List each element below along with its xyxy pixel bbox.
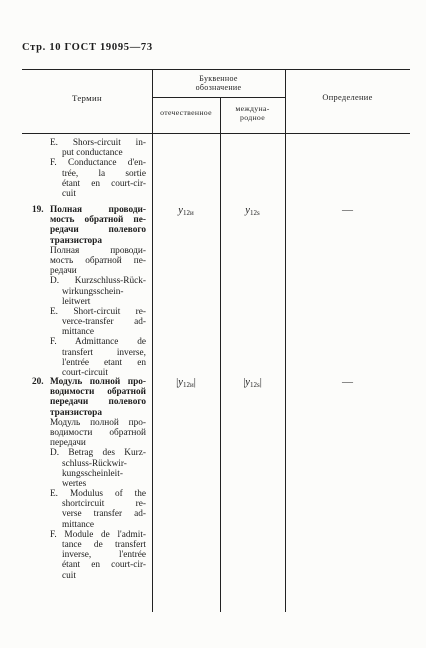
term-short-ru-line: редачи <box>50 266 77 277</box>
definition-cell: — <box>342 204 353 216</box>
term-fr-line: F. Admittance de <box>50 337 146 348</box>
term-en-line: E. Modulus of the <box>50 489 146 500</box>
symbol-base: y <box>178 377 183 388</box>
definition-cell: — <box>342 376 353 388</box>
column-header-letter-designation <box>152 74 285 92</box>
table-row <box>0 205 426 379</box>
column-header-definition: Определение <box>322 93 373 102</box>
term-en-line: mittance <box>62 327 95 338</box>
term-de-line: D. Betrag des Kurz- <box>50 448 146 459</box>
term-de-line: schluss-Rückwir- <box>62 458 127 469</box>
term-de-line: wertes <box>62 478 87 489</box>
symbol-subscript: 12s <box>249 381 260 389</box>
column-header-national: отечественное <box>160 108 212 117</box>
term-fr-line: court-circuit <box>62 368 108 378</box>
column-header-international-line: родное <box>240 112 265 122</box>
term-title-line: передачи полевого <box>50 397 146 408</box>
column-header-international-line: междуна- <box>235 103 270 113</box>
header-bottom-rule <box>22 133 410 134</box>
term-de-line: D. Kurzschluss-Rück- <box>50 276 146 287</box>
term-cell <box>50 205 146 378</box>
symbol-subscript: 12s <box>249 209 260 217</box>
term-en-line: verce-transfer ad- <box>62 317 146 328</box>
header-inner-rule <box>152 97 285 98</box>
symbol-base: y <box>245 377 250 388</box>
table-row <box>0 138 426 200</box>
column-header-term: Термин <box>72 93 102 103</box>
term-title-line: редачи полевого <box>50 225 146 236</box>
term-de-line: kungsscheinleit- <box>62 468 123 479</box>
term-en-line: put conductance <box>62 148 123 159</box>
symbol-base: y <box>245 205 250 216</box>
symbol-base: y <box>178 205 183 216</box>
page-header: Стр. 10 ГОСТ 19095—73 <box>22 42 153 53</box>
column-header-international <box>220 104 285 122</box>
term-en-line: E. Short-circuit re- <box>50 306 146 317</box>
term-number: 19. <box>32 205 44 215</box>
term-de-line: wirkungsschein- <box>62 286 124 297</box>
term-fr-line: transfert inverse, <box>62 347 146 358</box>
term-fr-line: trée, la sortie <box>62 168 146 179</box>
term-fr-line: inverse, l'entrée <box>62 550 146 561</box>
term-short-ru-line: Полная проводи- <box>50 245 146 256</box>
term-short-ru-line: мость обратной пе- <box>50 255 146 266</box>
term-fr-line: cuit <box>62 188 76 199</box>
column-header-letter-line: Буквенное <box>199 74 238 83</box>
term-fr-line: étant en court-cir- <box>62 560 146 571</box>
term-title-line: Полная проводи- <box>50 205 146 215</box>
term-short-ru-line: водимости обратной <box>50 427 146 438</box>
symbol-modulus-close: | <box>259 377 262 388</box>
term-title-line: транзистора <box>50 407 102 418</box>
term-en-line: mittance <box>62 519 95 530</box>
term-fr-line: F. Module de l'admit- <box>50 529 146 540</box>
term-fr-line: cuit <box>62 570 76 581</box>
symbol-modulus-close: | <box>193 377 196 388</box>
table-row <box>0 377 426 583</box>
term-title-line: мость обратной пе- <box>50 215 146 226</box>
symbol-subscript: 12и <box>182 381 194 389</box>
symbol-international <box>220 205 285 217</box>
term-short-ru-line: Модуль полной про- <box>50 417 146 428</box>
term-short-ru-line: передачи <box>50 438 86 449</box>
symbol-national <box>152 377 220 389</box>
symbol-modulus-open: | <box>243 377 246 388</box>
term-title-line: водимости обратной <box>50 387 146 398</box>
term-fr-line: tance de transfert <box>62 540 146 550</box>
term-fr-line: F. Conductance d'en- <box>50 158 146 169</box>
term-fr-line: l'entrée etant en <box>62 357 146 368</box>
table-top-rule <box>22 69 410 70</box>
term-en-line: E. Shors-circuit in- <box>50 138 146 148</box>
term-cell <box>50 138 146 199</box>
term-title-line: Модуль полной про- <box>50 377 146 387</box>
term-de-line: leitwert <box>62 296 91 307</box>
column-header-letter-line: обозначение <box>195 83 242 92</box>
symbol-national <box>152 205 220 217</box>
term-cell <box>50 377 146 581</box>
symbol-subscript: 12и <box>182 209 194 217</box>
term-number: 20. <box>32 377 44 387</box>
term-en-line: verse transfer ad- <box>62 509 146 520</box>
term-en-line: shortcircuit re- <box>62 499 146 510</box>
term-title-line: транзистора <box>50 235 102 246</box>
term-fr-line: étant en court-cir- <box>62 178 146 189</box>
symbol-international <box>220 377 285 389</box>
symbol-modulus-open: | <box>176 377 179 388</box>
